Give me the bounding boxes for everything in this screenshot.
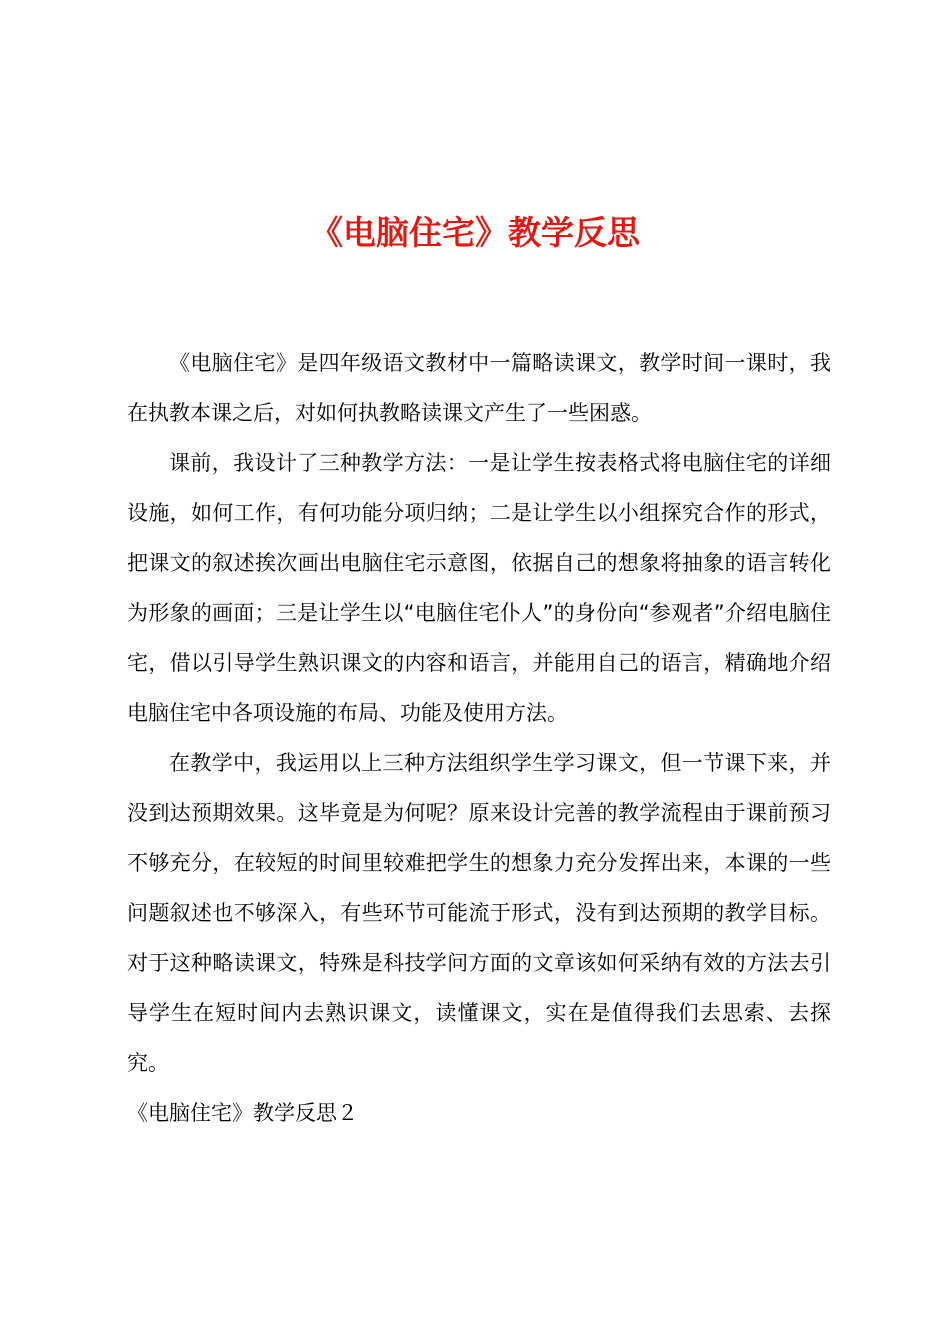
document-body [127,338,831,1138]
next-section-heading: 《电脑住宅》教学反思２ [127,1101,358,1125]
paragraph-methods: 课前，我设计了三种教学方法：一是让学生按表格式将电脑住宅的详细设施，如何工作，有何功能分项归纳；二是让学生以小组探究合作的形式，把课文的叙述挨次画出电脑住宅示意图，依据自己的想象将抽象的语言转化为形象的画面；三是让学生以“电脑住宅仆人”的身份向“参观者”介绍电脑住宅，借以引导学生熟识课文的内容和语言，并能用自己的语言，精确地介绍电脑住宅中各项设施的布局、功能及使用方法。 [127,451,831,725]
paragraph-reflection: 在教学中，我运用以上三种方法组织学生学习课文，但一节课下来，并没到达预期效果。这毕竟是为何呢？原来设计完善的教学流程由于课前预习不够充分，在较短的时间里较难把学生的想象力充分发挥出来，本课的一些问题叙述也不够深入，有些环节可能流于形式，没有到达预期的教学目标。对于这种略读课文，特殊是科技学问方面的文章该如何采纳有效的方法去引导学生在短时间内去熟识课文，读懂课文，实在是值得我们去思索、去探究。 [127,751,831,1075]
document-title: 《电脑住宅》教学反思 [310,213,640,252]
paragraph-intro: 《电脑住宅》是四年级语文教材中一篇略读课文，教学时间一课时，我在执教本课之后，对如何执教略读课文产生了一些困惑。 [127,351,831,425]
